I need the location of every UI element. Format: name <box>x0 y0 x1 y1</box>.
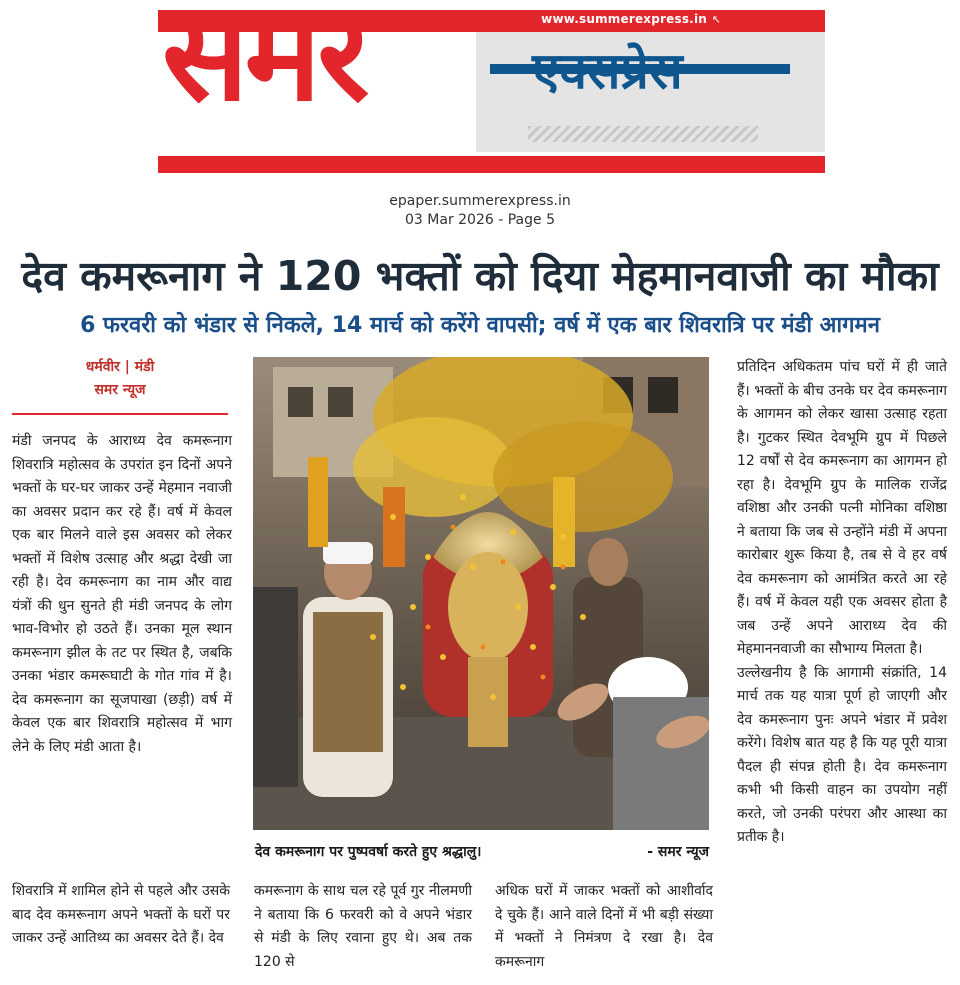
bottom-column-3 <box>495 880 713 974</box>
bottom-column-1 <box>12 880 230 951</box>
epaper-date-page: 03 Mar 2026 - Page 5 <box>405 212 555 228</box>
column-4-paragraph-1: प्रतिदिन अधिकतम पांच घरों में ही जाते हैं। भक्तों के बीच उनके घर देव कमरूनाग के आगमन को लेकर खासा उत्साह रहता है। गुटकर स्थित देवभूमि ग्रुप में पिछले 12 वर्षों से देव कमरूनाग का आगमन हो रहा है। देवभूमि ग्रुप के मालिक राजेंद्र वशिष्ठा और उनकी पत्नी मोनिका वशिष्ठा ने बताया कि जब से उन्होंने मंडी में अपना कारोबार शुरू किया है, तब से वे हर वर्ष देव कमरूनाग को आमंत्रित करते आ रहे हैं। वर्ष में केवल यही एक अवसर होता है जब उन्हें अपने आराध्य देव की मेहमाननवाजी का सौभाग्य मिलता है। <box>737 359 947 657</box>
byline-author: धर्मवीर | मंडी <box>85 359 155 375</box>
column-4-paragraph-2: उल्लेखनीय है कि आगामी संक्रांति, 14 मार्च तक यह यात्रा पूर्ण हो जाएगी और देव कमरूनाग पुनः अपने भंडार में प्रवेश करेंगे। विशेष बात यह है कि यह पूरी यात्रा पैदल ही संपन्न होती है। देव कमरूनाग कभी भी किसी वाहन का उपयोग नहीं करते, जो उनकी परंपरा और आस्था का प्रतीक है। <box>737 664 947 845</box>
procession-photo-illustration <box>253 357 709 830</box>
bottom-column-1-text: शिवरात्रि में शामिल होने से पहले और उसके बाद देव कमरूनाग अपने भक्तों के घरों पर जाकर उन्हें आतिथ्य का अवसर देते हैं। देव <box>12 883 230 946</box>
photo-caption: देव कमरूनाग पर पुष्पवर्षा करते हुए श्रद्धालु। <box>255 844 482 860</box>
bottom-column-2-text: कमरूनाग के साथ चल रहे पूर्व गुर नीलमणी ने बताया कि 6 फरवरी को वे अपने भंडार से मंडी के लिए रवाना हुए थे। अब तक 120 से <box>254 883 472 970</box>
bottom-column-2 <box>254 880 472 974</box>
photo-caption-row <box>253 840 709 866</box>
article-column-1 <box>12 430 232 759</box>
byline <box>12 356 228 402</box>
masthead-stripes <box>528 126 758 142</box>
photo-credit: - समर न्यूज <box>647 844 709 860</box>
article-subheadline: 6 फरवरी को भंडार से निकले, 14 मार्च को करेंगे वापसी; वर्ष में एक बार शिवरात्रि पर मंडी आगमन <box>80 313 880 338</box>
byline-source: समर न्यूज <box>94 382 146 398</box>
masthead-url: www.summerexpress.in <box>541 12 707 26</box>
cursor-icon: ↖ <box>711 13 721 26</box>
article-photo <box>253 357 709 830</box>
masthead-bottom-bar <box>158 156 825 173</box>
byline-divider <box>12 413 228 415</box>
article-headline: देव कमरूनाग ने 120 भक्तों को दिया मेहमानवाजी का मौका <box>21 252 939 300</box>
masthead-name-red: समर <box>162 0 366 130</box>
bottom-column-3-text: अधिक घरों में जाकर भक्तों को आशीर्वाद दे चुके हैं। आने वाले दिनों में भी बड़ी संख्या में भक्तों ने निमंत्रण दे रखा है। देव कमरूनाग <box>495 883 713 970</box>
masthead-logo <box>158 0 825 173</box>
masthead-name-blue: एक्सप्रेस <box>532 42 683 100</box>
epaper-info <box>0 192 960 230</box>
article-column-4 <box>737 356 947 850</box>
column-1-text: मंडी जनपद के आराध्य देव कमरूनाग शिवरात्रि महोत्सव के उपरांत इन दिनों अपने भक्तों के घर-घर जाकर उन्हें मेहमान नवाजी का अवसर प्रदान कर रहे हैं। वर्ष में केवल एक बार मिलने वाले इस अवसर को लेकर भक्तों में विशेष उत्साह और श्रद्धा देखी जा रही है। देव कमरूनाग का नाम और वाद्य यंत्रों की धुन सुनते ही मंडी जनपद के लोग भाव-विभोर हो उठते हैं। उनका मूल स्थान कमरूनाग झील के तट पर स्थित है, जबकि उनका भंडार कमरूघाटी के गोत गांव में है। देव कमरूनाग का सूजपाखा (छड़ी) वर्ष में केवल एक बार शिवरात्रि महोत्सव में भाग लेने के लिए मंडी आता है। <box>12 433 232 755</box>
epaper-domain: epaper.summerexpress.in <box>389 193 571 209</box>
